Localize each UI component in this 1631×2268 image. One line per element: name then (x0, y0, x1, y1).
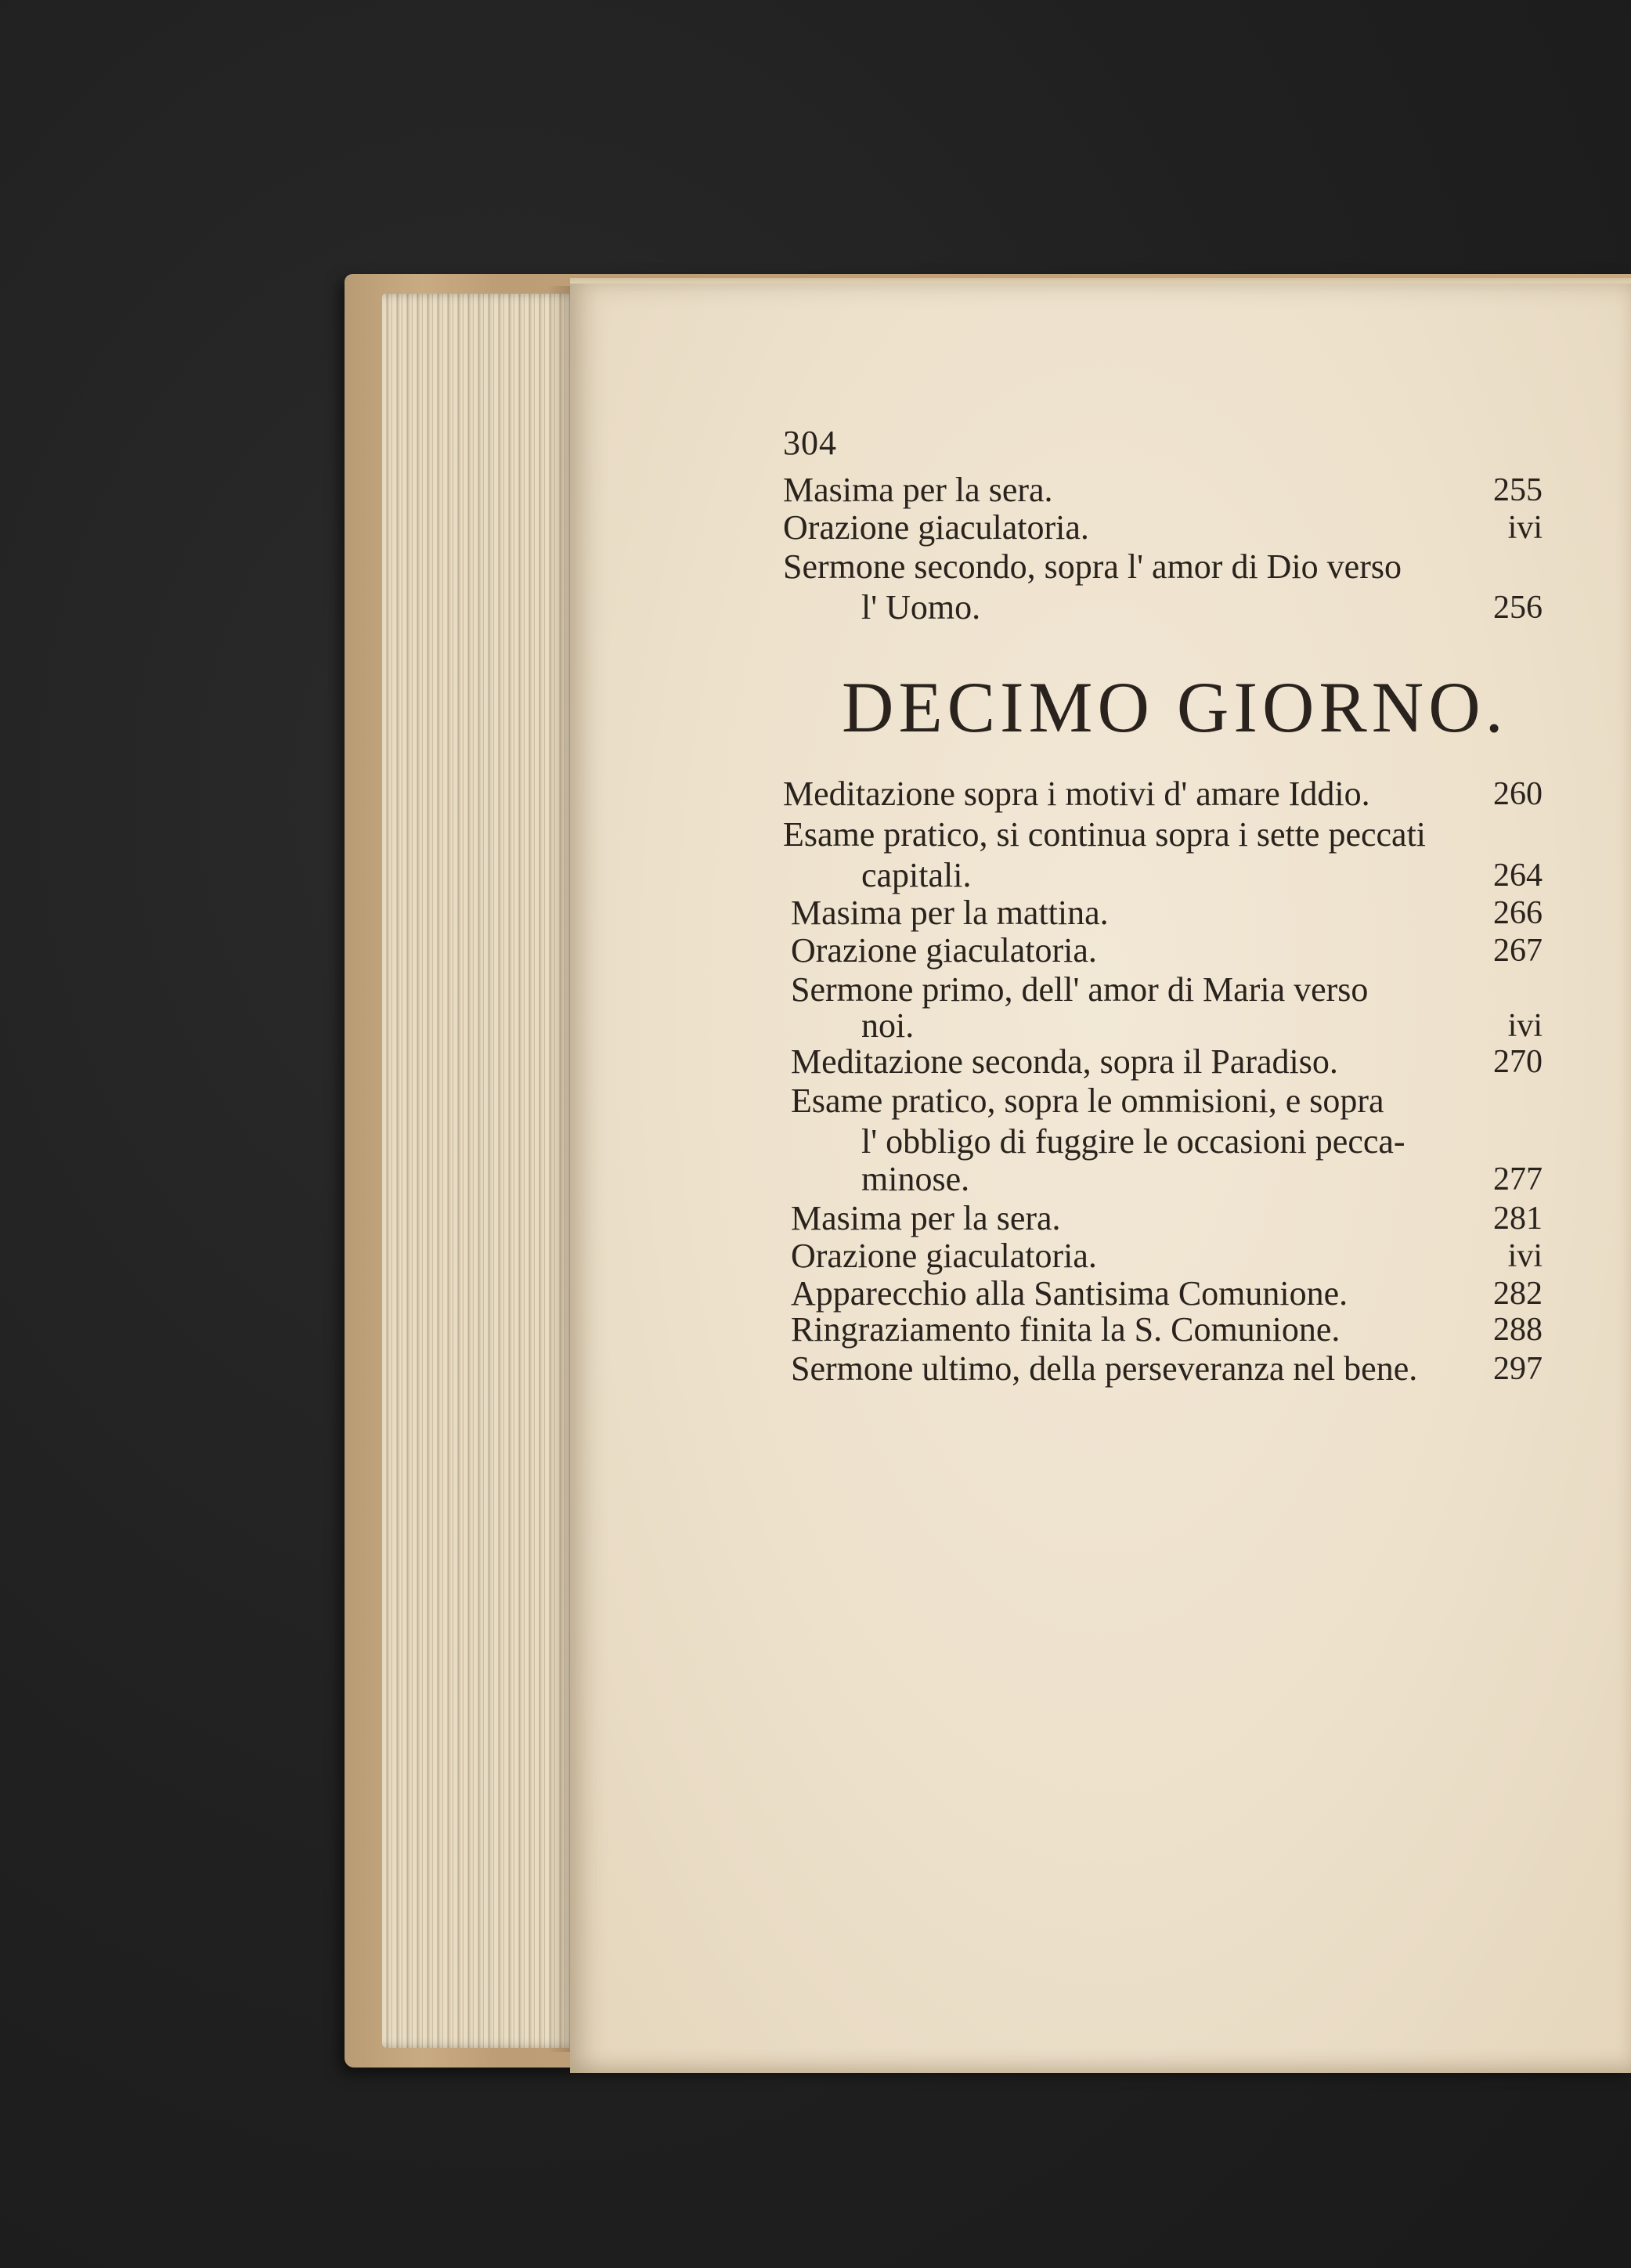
toc-entry (0, 1349, 1631, 1389)
toc-entry (0, 1273, 1631, 1314)
toc-entry (0, 774, 1631, 814)
toc-entry (0, 814, 1631, 855)
entry-page-number: 281 (1493, 1201, 1543, 1237)
toc-entry (0, 470, 1631, 511)
entry-page-number: 260 (1493, 776, 1543, 812)
entry-page-number: 256 (1493, 590, 1543, 626)
entry-label: Masima per la sera. (783, 471, 1053, 509)
entry-label: Ringraziamento finita la S. Comunione. (791, 1310, 1341, 1349)
toc-entry (0, 855, 1631, 896)
entry-page-number: 282 (1493, 1276, 1543, 1312)
toc-entry (0, 1081, 1631, 1121)
entry-page-number: 277 (1493, 1161, 1543, 1197)
entry-page-number: 264 (1493, 858, 1543, 894)
entry-label: Sermone primo, dell' amor di Maria verso (791, 970, 1369, 1009)
entry-label: Masima per la mattina. (791, 894, 1109, 932)
entry-label: Orazione giaculatoria. (791, 931, 1097, 970)
entry-label: Meditazione seconda, sopra il Paradiso. (791, 1042, 1338, 1081)
toc-entry (0, 1236, 1631, 1277)
toc-entry (0, 1006, 1631, 1046)
toc-entry (0, 547, 1631, 587)
entry-label: Masima per la sera. (791, 1199, 1061, 1237)
entry-page-number: 288 (1493, 1312, 1543, 1348)
page-number: 304 (783, 424, 837, 462)
entry-page-number: ivi (1507, 1008, 1543, 1044)
toc-entry (0, 587, 1631, 628)
entry-label: Apparecchio alla Santisima Comunione. (791, 1274, 1348, 1313)
entry-label: Orazione giaculatoria. (791, 1237, 1097, 1275)
entry-label: noi. (861, 1006, 915, 1045)
entry-page-number: 297 (1493, 1351, 1543, 1387)
entry-label: l' obbligo di fuggire le occasioni pecca- (861, 1122, 1405, 1161)
entry-label: minose. (861, 1160, 970, 1198)
entry-page-number: 266 (1493, 895, 1543, 931)
toc-entry (0, 1309, 1631, 1350)
entry-label: Meditazione sopra i motivi d' amare Iddio. (783, 775, 1370, 813)
entry-page-number: 255 (1493, 472, 1543, 508)
toc-entry (0, 1121, 1631, 1162)
toc-entry (0, 1042, 1631, 1082)
toc-entry (0, 930, 1631, 971)
entry-page-number: 270 (1493, 1044, 1543, 1080)
toc-entry (0, 893, 1631, 934)
entry-label: capitali. (861, 856, 972, 894)
toc-entry (0, 970, 1631, 1010)
toc-entry (0, 1198, 1631, 1239)
toc-entry (0, 1159, 1631, 1200)
entry-page-number: 267 (1493, 933, 1543, 969)
entry-page-number: ivi (1507, 1238, 1543, 1274)
section-title: DECIMO GIORNO. (842, 667, 1508, 747)
entry-label: Esame pratico, si continua sopra i sette peccati (783, 815, 1427, 854)
entry-label: Sermone ultimo, della perseveranza nel bene. (791, 1349, 1418, 1388)
entry-page-number: ivi (1507, 510, 1543, 546)
toc-entry (0, 507, 1631, 548)
entry-label: Orazione giaculatoria. (783, 508, 1089, 547)
entry-label: l' Uomo. (861, 588, 981, 627)
entry-label: Sermone secondo, sopra l' amor di Dio verso (783, 547, 1402, 586)
entry-label: Esame pratico, sopra le ommisioni, e sopra (791, 1082, 1384, 1120)
